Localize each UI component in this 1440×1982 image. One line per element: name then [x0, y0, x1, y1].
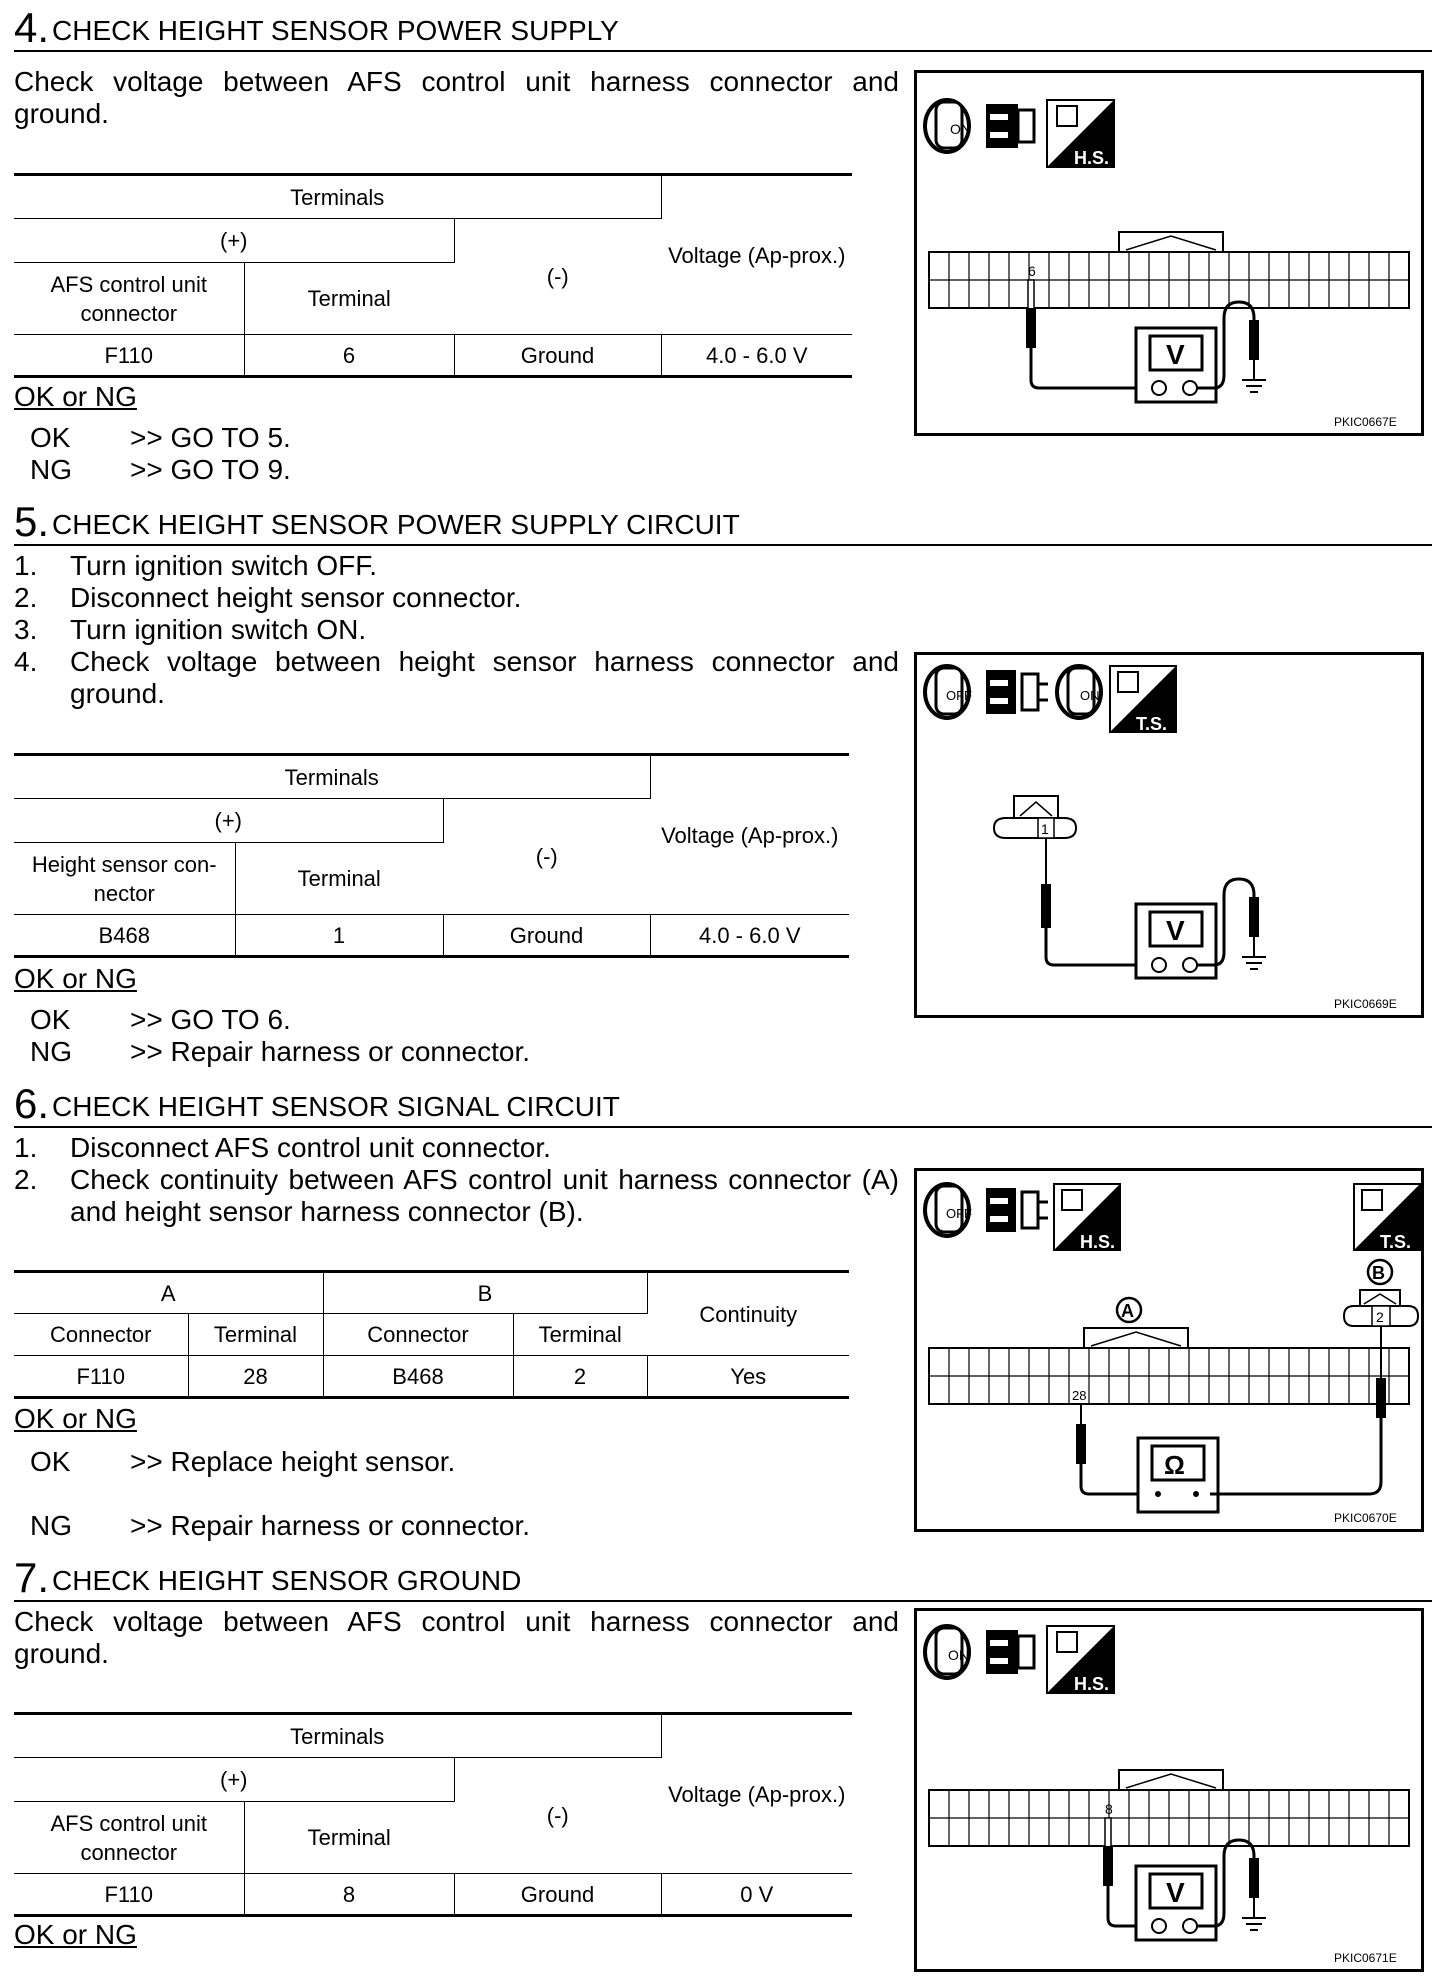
ignition-key-off-icon — [925, 1184, 972, 1236]
a-terminal-value: 28 — [188, 1356, 323, 1398]
ok-action: >> GO TO 6. — [130, 1004, 291, 1035]
ground-value: Ground — [443, 915, 650, 957]
step-title: CHECK HEIGHT SENSOR POWER SUPPLY — [52, 15, 619, 46]
ground-symbol-icon — [1242, 957, 1266, 969]
step-4-table — [14, 173, 852, 378]
minus-header: (-) — [454, 1758, 661, 1874]
connector-icon — [986, 670, 1016, 714]
figure-id: PKIC0669E — [1334, 997, 1397, 1011]
figure-step-5 — [914, 652, 1424, 1018]
list-item: 4. Check voltage between height sensor harness connector and ground. — [14, 646, 899, 709]
figure-id: PKIC0671E — [1334, 1951, 1397, 1965]
ok-action: >> Replace height sensor. — [130, 1446, 456, 1477]
ng-result — [30, 454, 291, 486]
connector-b-header: B — [323, 1272, 647, 1314]
step-6-table — [14, 1270, 849, 1399]
ok-result — [30, 1446, 455, 1478]
a-connector-value: F110 — [14, 1356, 188, 1398]
connector-icon — [986, 104, 1034, 148]
connector-header: AFS control unit connector — [14, 1802, 244, 1874]
ground-value: Ground — [454, 1874, 661, 1916]
step-4-header — [14, 6, 1432, 52]
svg-text:1: 1 — [1041, 821, 1049, 837]
connector-a-label: A — [1121, 1301, 1134, 1321]
terminals-header: Terminals — [14, 755, 650, 799]
step-5-list — [14, 550, 899, 710]
svg-text:H.S.: H.S. — [1074, 1674, 1110, 1694]
hs-tag: H.S. — [1074, 148, 1110, 168]
ok-result — [30, 1004, 291, 1036]
voltage-value: 0 V — [661, 1874, 852, 1916]
voltage-header: Voltage (Ap-prox.) — [661, 1714, 852, 1874]
plus-header: (+) — [14, 1758, 454, 1802]
ground-symbol-icon — [1242, 380, 1266, 392]
terminal-header: Terminal — [188, 1314, 323, 1356]
step-title: CHECK HEIGHT SENSOR SIGNAL CIRCUIT — [52, 1091, 620, 1122]
ohmmeter-icon: Ω — [1164, 1450, 1185, 1480]
voltage-header: Voltage (Ap-prox.) — [661, 175, 852, 335]
ng-action: >> Repair harness or connector. — [130, 1036, 531, 1067]
ok-action: >> GO TO 5. — [130, 422, 291, 453]
list-item: 2. Disconnect height sensor connector. — [14, 582, 522, 613]
terminal-side-icon — [1110, 666, 1176, 734]
figure-step-4 — [914, 70, 1424, 436]
voltage-value: 4.0 - 6.0 V — [661, 335, 852, 377]
figure-id: PKIC0667E — [1334, 415, 1397, 429]
connector-value: F110 — [14, 1874, 244, 1916]
terminal-header: Terminal — [244, 263, 454, 335]
svg-text:T.S.: T.S. — [1380, 1232, 1412, 1252]
list-item: 1. Turn ignition switch OFF. — [14, 550, 378, 581]
step-4-instruction: Check voltage between AFS control unit harness connector and ground. — [14, 66, 899, 129]
terminal-value: 1 — [235, 915, 443, 957]
minus-header: (-) — [443, 799, 650, 915]
ng-action: >> Repair harness or connector. — [130, 1510, 531, 1541]
connector-a-header: A — [14, 1272, 323, 1314]
terminal-header: Terminal — [235, 843, 443, 915]
connector-icon — [986, 1630, 1034, 1674]
ground-value: Ground — [454, 335, 661, 377]
step-number: 5. — [14, 498, 50, 545]
step-6-header — [14, 1082, 1432, 1128]
connector-header: Connector — [14, 1314, 188, 1356]
ok-label: OK — [30, 1446, 71, 1477]
voltmeter-icon: V — [1166, 1877, 1185, 1908]
key-label: ON — [950, 121, 971, 137]
list-item: 2. Check continuity between AFS control unit harness connector (A) and height sensor harness connector (B). — [14, 1164, 899, 1227]
voltage-header: Voltage (Ap-prox.) — [650, 755, 849, 915]
terminal-side-icon — [1354, 1184, 1420, 1252]
connector-header: AFS control unit connector — [14, 263, 244, 335]
list-item: 3. Turn ignition switch ON. — [14, 614, 367, 645]
step-7-header — [14, 1556, 1432, 1602]
b-connector-value: B468 — [323, 1356, 513, 1398]
connector-b-label: B — [1372, 1263, 1385, 1283]
step-5-header — [14, 500, 1432, 546]
svg-text:OFF: OFF — [946, 1206, 972, 1221]
figure-id: PKIC0670E — [1334, 1511, 1397, 1525]
plus-header: (+) — [14, 219, 454, 263]
voltmeter-icon: V — [1166, 915, 1185, 946]
terminals-header: Terminals — [14, 1714, 661, 1758]
pin-a-label: 28 — [1072, 1388, 1087, 1403]
step-number: 7. — [14, 1554, 50, 1601]
ok-ng-heading: OK or NG — [14, 963, 137, 994]
ok-label: OK — [30, 422, 71, 453]
step-number: 4. — [14, 4, 50, 51]
figure-step-6 — [914, 1168, 1424, 1532]
figure-step-7 — [914, 1608, 1424, 1972]
disconnect-icon — [1022, 1192, 1048, 1228]
terminal-header: Terminal — [244, 1802, 454, 1874]
step-number: 6. — [14, 1080, 50, 1127]
b-terminal-value: 2 — [513, 1356, 647, 1398]
ng-result — [30, 1510, 530, 1542]
harness-side-icon — [1047, 1626, 1114, 1694]
connector-value: B468 — [14, 915, 235, 957]
continuity-value: Yes — [647, 1356, 849, 1398]
voltage-value: 4.0 - 6.0 V — [650, 915, 849, 957]
harness-side-icon — [1047, 100, 1114, 168]
svg-text:H.S.: H.S. — [1080, 1232, 1116, 1252]
svg-text:T.S.: T.S. — [1136, 714, 1168, 734]
ok-ng-heading: OK or NG — [14, 381, 137, 412]
ok-ng-heading: OK or NG — [14, 1919, 137, 1950]
ok-label: OK — [30, 1004, 71, 1035]
step-5-table — [14, 753, 849, 958]
terminal-header: Terminal — [513, 1314, 647, 1356]
step-title: CHECK HEIGHT SENSOR GROUND — [52, 1565, 522, 1596]
connector-value: F110 — [14, 335, 244, 377]
disconnect-icon — [1022, 674, 1048, 710]
list-item: 1. Disconnect AFS control unit connector. — [14, 1132, 551, 1163]
harness-side-icon — [1054, 1184, 1120, 1252]
step-7-instruction: Check voltage between AFS control unit harness connector and ground. — [14, 1606, 899, 1669]
connector-header: Connector — [323, 1314, 513, 1356]
terminals-header: Terminals — [14, 175, 661, 219]
ignition-key-off-icon — [925, 666, 972, 718]
ground-symbol-icon — [1242, 1918, 1266, 1930]
ok-ng-heading: OK or NG — [14, 1403, 137, 1434]
connector-icon — [986, 1188, 1016, 1232]
ng-label: NG — [30, 1510, 72, 1541]
terminal-value: 6 — [244, 335, 454, 377]
ignition-key-on-icon — [925, 100, 971, 152]
svg-text:ON: ON — [948, 1647, 969, 1663]
plus-header: (+) — [14, 799, 443, 843]
ng-result — [30, 1036, 530, 1068]
ng-label: NG — [30, 454, 72, 485]
svg-text:OFF: OFF — [946, 688, 972, 703]
minus-header: (-) — [454, 219, 661, 335]
pin-label: 8 — [1105, 1801, 1113, 1817]
pin-label: 6 — [1028, 263, 1036, 279]
voltmeter-icon: V — [1166, 339, 1185, 370]
step-6-list — [14, 1132, 899, 1228]
svg-text:ON: ON — [1080, 688, 1100, 703]
continuity-header: Continuity — [647, 1272, 849, 1356]
pin-b-label: 2 — [1376, 1309, 1384, 1325]
ok-result — [30, 422, 291, 454]
step-7-table — [14, 1712, 852, 1917]
ng-label: NG — [30, 1036, 72, 1067]
connector-header: Height sensor con-nector — [14, 843, 235, 915]
step-title: CHECK HEIGHT SENSOR POWER SUPPLY CIRCUIT — [52, 509, 740, 540]
ignition-key-on-icon — [925, 1626, 969, 1678]
ng-action: >> GO TO 9. — [130, 454, 291, 485]
terminal-value: 8 — [244, 1874, 454, 1916]
ignition-key-on-icon — [1057, 666, 1101, 718]
